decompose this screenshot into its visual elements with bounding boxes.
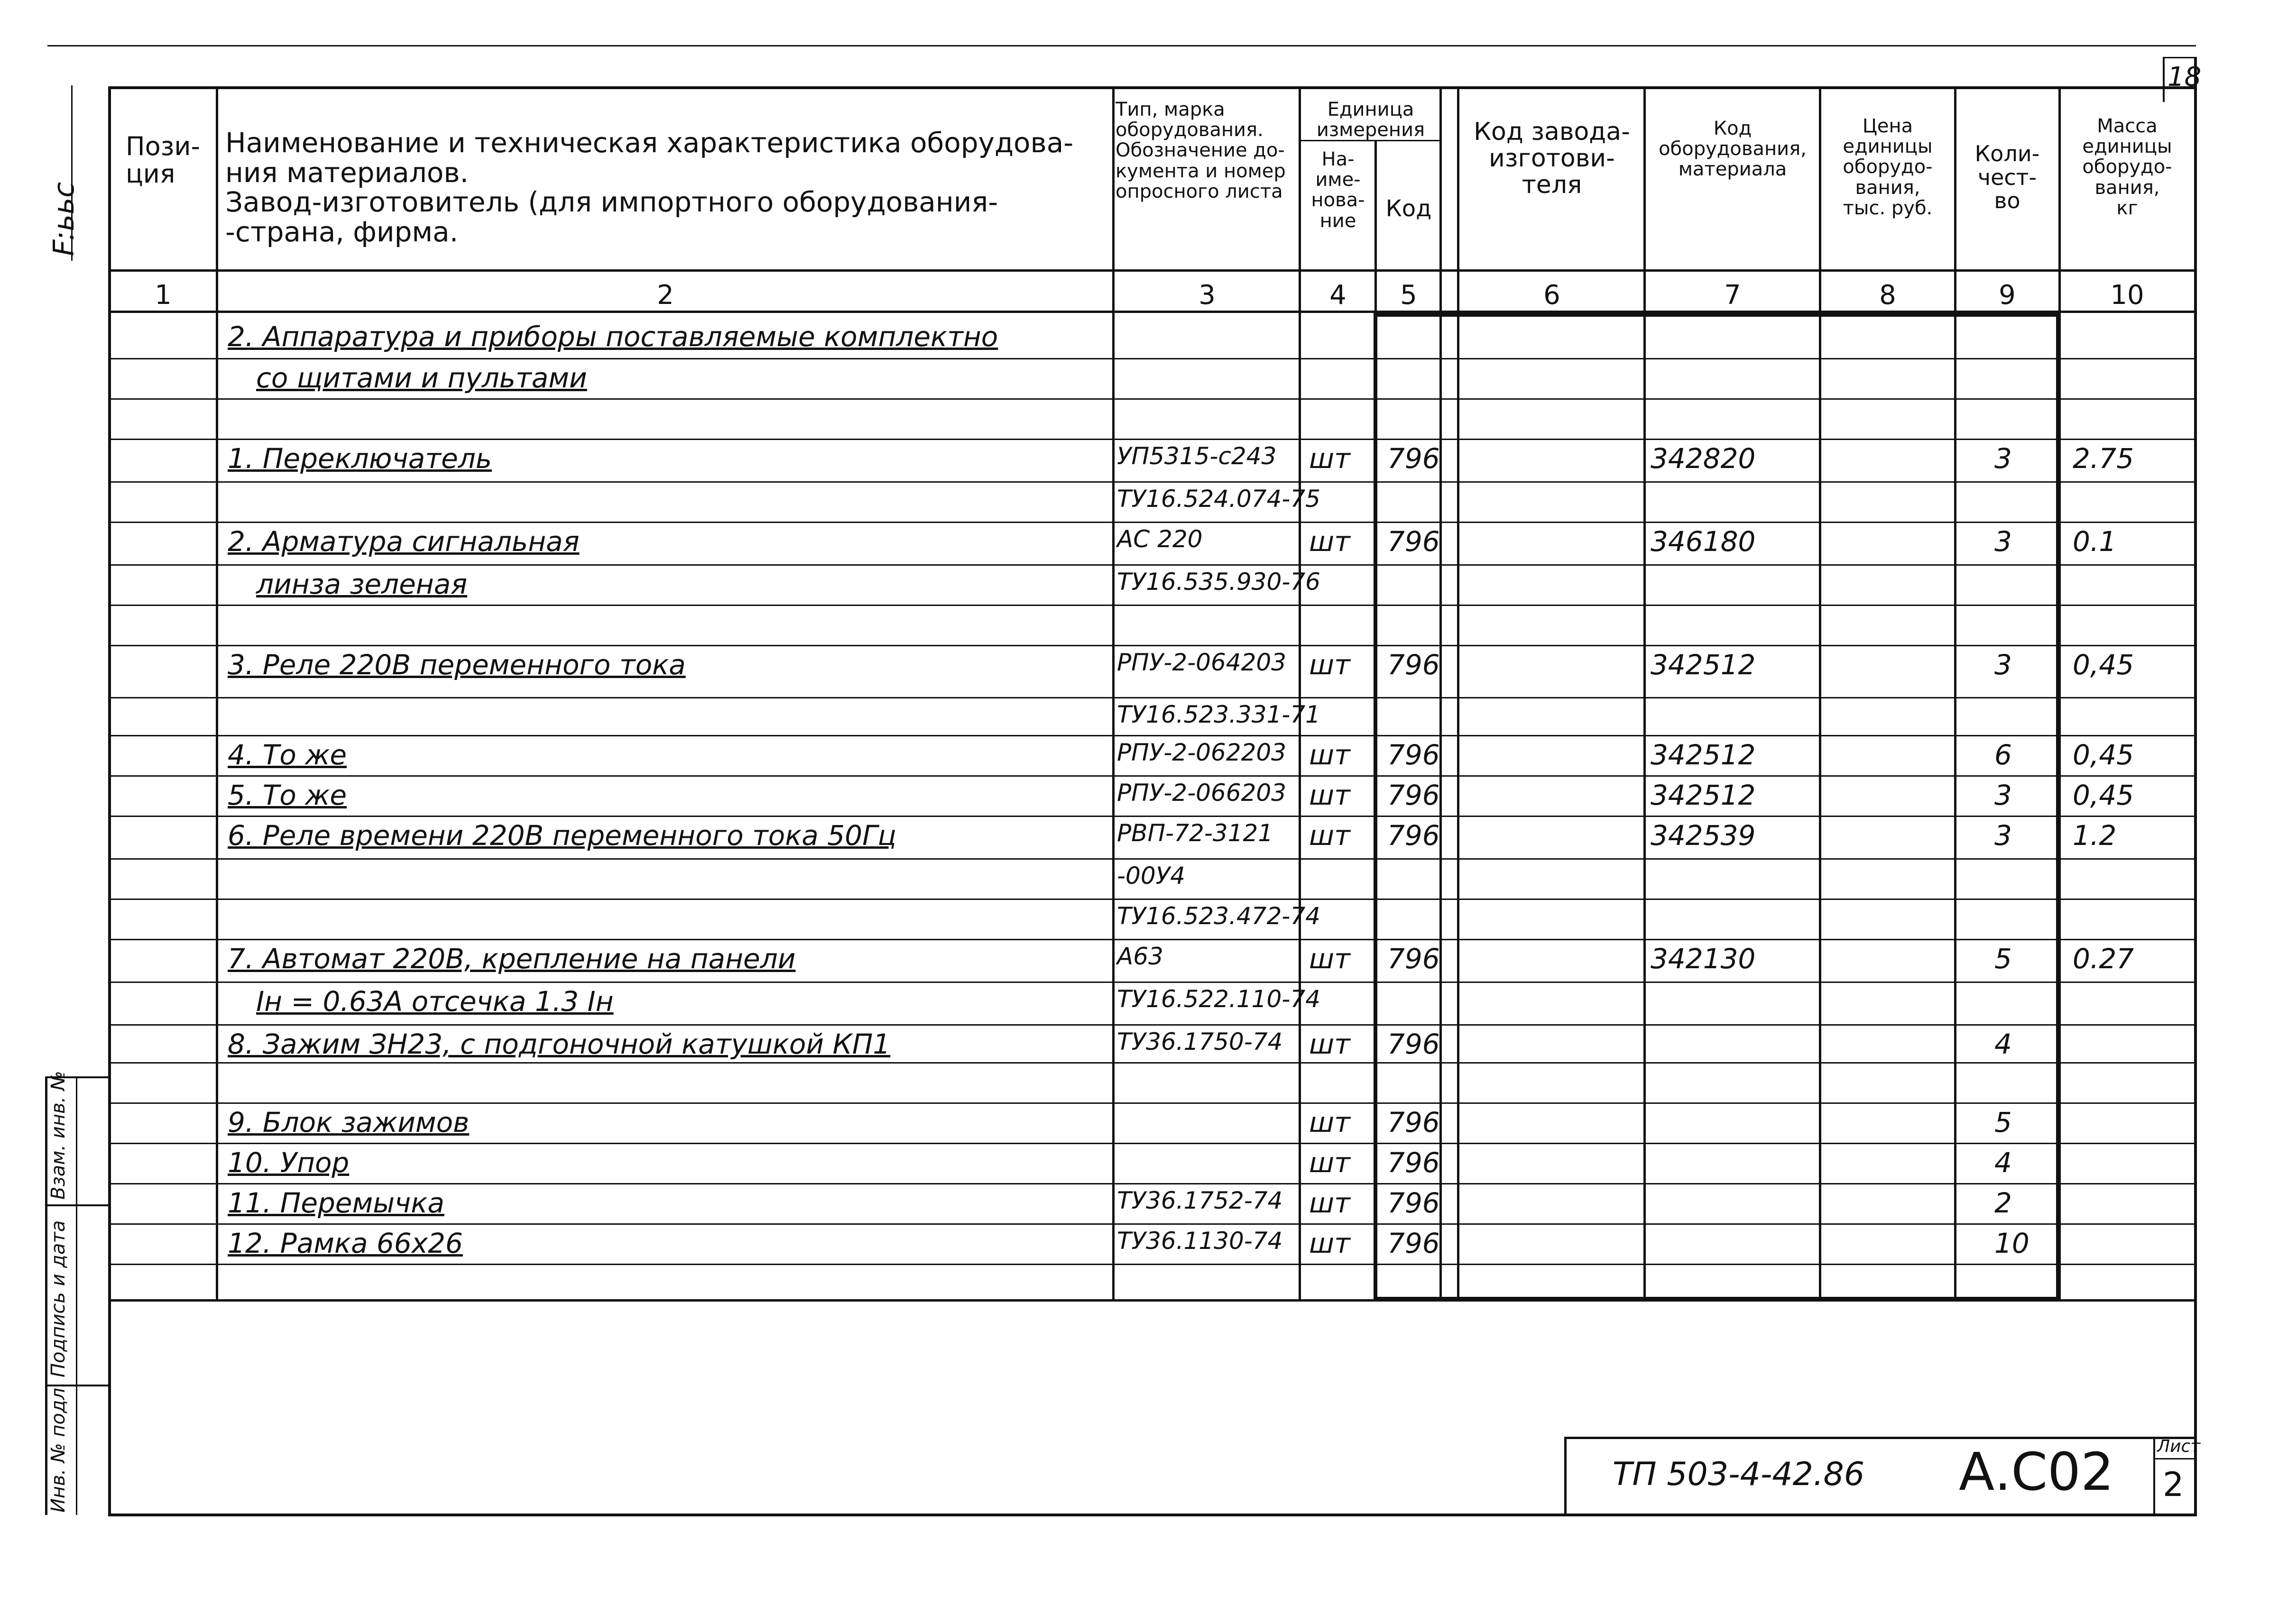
cell-type: РПУ-2-064203	[1117, 649, 1286, 676]
cell-qty: 4	[1994, 1147, 2012, 1179]
cell-type: ТУ16.522.110-74	[1117, 985, 1320, 1013]
cell-code: 796	[1387, 1187, 1440, 1219]
cell-type: -00У4	[1117, 862, 1185, 890]
cell-code: 796	[1387, 779, 1440, 811]
cell-name: 9. Блок зажимов	[228, 1106, 470, 1138]
side-stamp-sign: Подпись и дата	[47, 1220, 69, 1377]
side-stamp-inv: Инв. № подл.	[47, 1382, 69, 1513]
cell-name: Ін = 0.63А отсечка 1.3 Ін	[256, 985, 614, 1018]
row-divider	[108, 899, 2197, 900]
cell-unit: шт	[1309, 1227, 1350, 1259]
cell-name: 12. Рамка 66х26	[228, 1227, 463, 1259]
cell-code: 796	[1387, 442, 1440, 475]
cell-name: 11. Перемычка	[228, 1187, 444, 1219]
colnum-8: 8	[1879, 280, 1896, 311]
cell-name: 10. Упор	[228, 1147, 350, 1179]
cell-name: 1. Переключатель	[228, 442, 492, 475]
cell-mat-code: 342539	[1651, 819, 1756, 852]
cell-mass: 1.2	[2073, 819, 2117, 852]
cell-code: 796	[1387, 525, 1440, 558]
cell-unit: шт	[1309, 649, 1350, 681]
cell-mass: 0,45	[2073, 779, 2134, 811]
cell-type: АС 220	[1117, 525, 1203, 553]
row-divider	[108, 1062, 2197, 1064]
colnum-3: 3	[1199, 280, 1216, 311]
cell-mat-code: 346180	[1651, 525, 1756, 558]
cell-mat-code: 342512	[1651, 779, 1756, 811]
row-divider	[108, 982, 2197, 983]
cell-type: ТУ36.1130-74	[1117, 1227, 1283, 1255]
cell-qty: 3	[1994, 779, 2012, 811]
cell-type: ТУ36.1752-74	[1117, 1187, 1283, 1214]
cell-qty: 5	[1994, 1106, 2012, 1138]
row-divider	[108, 564, 2197, 566]
top-border	[109, 86, 2196, 89]
cell-qty: 3	[1994, 819, 2012, 852]
cell-unit: шт	[1309, 1147, 1350, 1179]
cell-name: линза зеленая	[256, 568, 468, 600]
cell-code: 796	[1387, 739, 1440, 771]
header-maker-code: Код завода- изготови- теля	[1474, 118, 1630, 200]
row-divider	[108, 1183, 2197, 1184]
colnum-10: 10	[2110, 280, 2144, 311]
cell-code: 796	[1387, 819, 1440, 852]
side-stamp-replace: Взам. инв. №	[47, 1071, 69, 1200]
cell-mass: 2.75	[2073, 442, 2134, 475]
cell-qty: 10	[1994, 1227, 2029, 1259]
cell-unit: шт	[1309, 442, 1350, 475]
header-unit-code: Код	[1385, 195, 1432, 222]
header-type: Тип, марка оборудования. Обозначение до- кумента и номер опросного листа	[1116, 99, 1286, 202]
cell-mat-code: 342512	[1651, 649, 1756, 681]
cell-qty: 2	[1994, 1187, 2012, 1219]
row-divider	[108, 1102, 2197, 1104]
cell-code: 796	[1387, 1028, 1440, 1060]
top-outer-border	[47, 45, 2196, 46]
row-divider	[108, 858, 2197, 860]
cell-type: ТУ16.523.472-74	[1117, 902, 1320, 930]
cell-code: 796	[1387, 943, 1440, 975]
row-divider	[108, 816, 2197, 817]
colnum-5: 5	[1400, 280, 1417, 311]
cell-type: ТУ36.1750-74	[1117, 1028, 1283, 1055]
cell-unit: шт	[1309, 943, 1350, 975]
cell-type: ТУ16.524.074-75	[1117, 485, 1320, 513]
colnum-6: 6	[1543, 280, 1560, 311]
cell-name: 7. Автомат 220В, крепление на панели	[228, 943, 796, 975]
colnum-2: 2	[657, 280, 674, 311]
left-edge-label: F:ььс	[47, 182, 81, 256]
cell-qty: 5	[1994, 943, 2012, 975]
row-divider	[108, 605, 2197, 606]
header-material-code: Код оборудования, материала	[1659, 118, 1807, 181]
row-divider	[108, 1143, 2197, 1144]
header-mass: Масса единицы оборудо- вания, кг	[2082, 115, 2172, 219]
row-divider	[108, 439, 2197, 440]
row-divider	[108, 697, 2197, 698]
row-divider	[108, 645, 2197, 646]
cell-mass: 0,45	[2073, 739, 2134, 771]
cell-mat-code: 342820	[1651, 442, 1756, 475]
cell-qty: 3	[1994, 442, 2012, 475]
cell-qty: 3	[1994, 525, 2012, 558]
cell-code: 796	[1387, 1227, 1440, 1259]
cell-code: 796	[1387, 1147, 1440, 1179]
cell-name: 8. Зажим ЗН23, с подгоночной катушкой КП1	[228, 1028, 891, 1060]
cell-code: 796	[1387, 1106, 1440, 1138]
cell-name: 4. То же	[228, 739, 347, 771]
cell-type: РВП-72-3121	[1117, 819, 1273, 847]
stamp-code: А.С02	[1959, 1441, 2114, 1502]
row-divider	[108, 939, 2197, 940]
cell-name: 3. Реле 220В переменного тока	[228, 649, 686, 681]
row-divider	[108, 1264, 2197, 1265]
header-price: Цена единицы оборудо- вания, тыс. руб.	[1843, 115, 1933, 219]
colnum-9: 9	[1999, 280, 2016, 311]
cell-unit: шт	[1309, 1187, 1350, 1219]
cell-unit: шт	[1309, 525, 1350, 558]
bottom-border	[108, 1514, 2197, 1516]
cell-name: 2. Арматура сигнальная	[228, 525, 580, 558]
cell-mat-code: 342130	[1651, 943, 1756, 975]
cell-type: РПУ-2-062203	[1117, 739, 1286, 766]
cell-unit: шт	[1309, 819, 1350, 852]
cell-type: УП5315-с243	[1117, 442, 1277, 470]
row-divider	[108, 522, 2197, 523]
cell-type: ТУ16.535.930-76	[1117, 568, 1320, 596]
header-unit-group: Единица измерения	[1316, 99, 1425, 141]
cell-code: 796	[1387, 649, 1440, 681]
cell-name: 5. То же	[228, 779, 347, 811]
stamp-sheet: 2	[2163, 1465, 2184, 1504]
row-divider	[108, 775, 2197, 777]
stamp-sheet-label: Лист	[2157, 1437, 2201, 1456]
stamp-designation: ТП 503-4-42.86	[1613, 1456, 1865, 1493]
cell-unit: шт	[1309, 779, 1350, 811]
header-divider	[108, 269, 2197, 272]
cell-type: ТУ16.523.331-71	[1117, 701, 1320, 728]
cell-mass: 0.27	[2073, 943, 2134, 975]
header-name: Наименование и техническая характеристика оборудова- ния материалов. Завод-изготовитель (для импортного оборудования- -страна, фирма.	[225, 127, 1074, 248]
cell-mass: 0.1	[2073, 525, 2117, 558]
header-quantity: Коли- чест- во	[1974, 141, 2040, 214]
cell-unit: шт	[1309, 1106, 1350, 1138]
cell-unit: шт	[1309, 1028, 1350, 1060]
cell-name: со щитами и пультами	[256, 362, 587, 394]
cell-unit: шт	[1309, 739, 1350, 771]
row-divider	[108, 358, 2197, 359]
row-divider	[108, 1223, 2197, 1225]
colnum-1: 1	[155, 280, 172, 311]
cell-mass: 0,45	[2073, 649, 2134, 681]
sheet-number: 18	[2168, 62, 2202, 92]
cell-type: РПУ-2-066203	[1117, 779, 1286, 807]
colnum-4: 4	[1329, 280, 1347, 311]
colnum-7: 7	[1724, 280, 1741, 311]
cell-name: 6. Реле времени 220В переменного тока 50Гц	[228, 819, 896, 852]
row-divider	[108, 735, 2197, 736]
right-border	[2194, 57, 2197, 1516]
header-unit-name: На- име- нова- ние	[1311, 148, 1365, 232]
cell-name: 2. Аппаратура и приборы поставляемые комплектно	[228, 321, 998, 353]
row-divider	[108, 1024, 2197, 1026]
header-position: Пози- ция	[126, 131, 200, 189]
row-divider	[108, 481, 2197, 483]
cell-type: А63	[1117, 943, 1163, 970]
cell-qty: 4	[1994, 1028, 2012, 1060]
cell-mat-code: 342512	[1651, 739, 1756, 771]
cell-qty: 6	[1994, 739, 2012, 771]
row-divider	[108, 1299, 2197, 1301]
row-divider	[108, 398, 2197, 400]
cell-qty: 3	[1994, 649, 2012, 681]
